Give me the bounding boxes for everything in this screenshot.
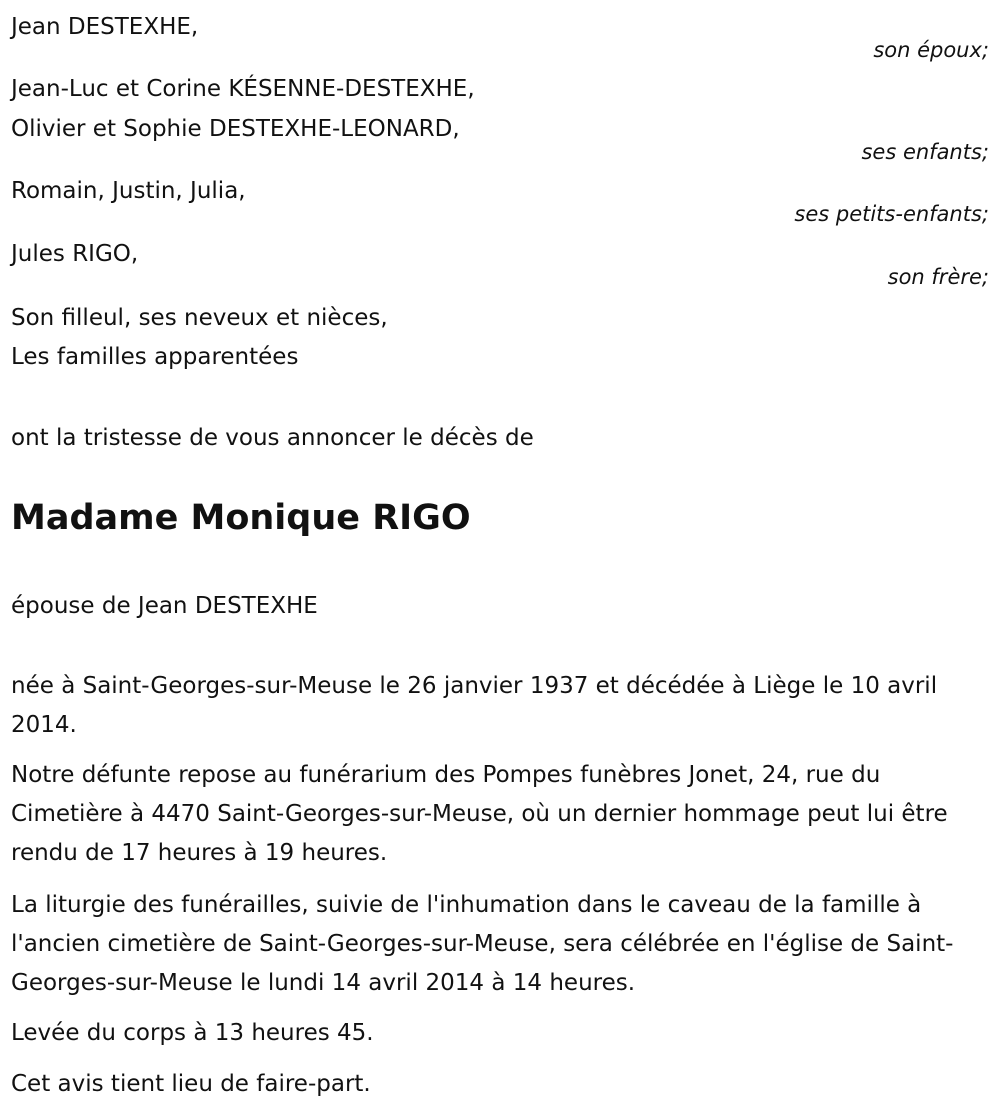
birth-death-paragraph: née à Saint-Georges-sur-Meuse le 26 janvier 1937 et décédée à Liège le 10 avril 2014. bbox=[11, 673, 938, 738]
announcement-text: ont la tristesse de vous annoncer le décès de bbox=[11, 425, 534, 451]
grandchildren-role: ses petits-enfants; bbox=[794, 202, 989, 226]
brother-name: Jules RIGO, bbox=[11, 241, 139, 267]
notice-text: Cet avis tient lieu de faire-part. bbox=[11, 1071, 371, 1097]
liturgy-paragraph: La liturgie des funérailles, suivie de l'inhumation dans le caveau de la famille à l'ancien cimetière de Saint-Georges-sur-Meuse, sera célébrée en l'église de Saint-Georges-sur-Meuse le lundi 14 avril 2014 à 14 heures. bbox=[11, 892, 954, 996]
grandchildren-names: Romain, Justin, Julia, bbox=[11, 178, 246, 204]
other-relatives-line-1: Son filleul, ses neveux et nièces, bbox=[11, 305, 388, 331]
brother-role: son frère; bbox=[887, 265, 989, 289]
other-relatives-line-2: Les familles apparentées bbox=[11, 344, 299, 370]
children-line-2: Olivier et Sophie DESTEXHE-LEONARD, bbox=[11, 116, 460, 142]
spouse-of-text: épouse de Jean DESTEXHE bbox=[11, 593, 318, 619]
deceased-name: Madame Monique RIGO bbox=[11, 498, 471, 538]
spouse-role: son époux; bbox=[873, 38, 989, 62]
children-role: ses enfants; bbox=[861, 140, 989, 164]
levee-text: Levée du corps à 13 heures 45. bbox=[11, 1020, 374, 1046]
spouse-name: Jean DESTEXHE, bbox=[11, 14, 199, 40]
funeral-home-paragraph: Notre défunte repose au funérarium des Pompes funèbres Jonet, 24, rue du Cimetière à 4470 Saint-Georges-sur-Meuse, où un dernier hommage peut lui être rendu de 17 heures à 19 heures. bbox=[11, 762, 948, 866]
children-line-1: Jean-Luc et Corine KÉSENNE-DESTEXHE, bbox=[11, 76, 475, 102]
